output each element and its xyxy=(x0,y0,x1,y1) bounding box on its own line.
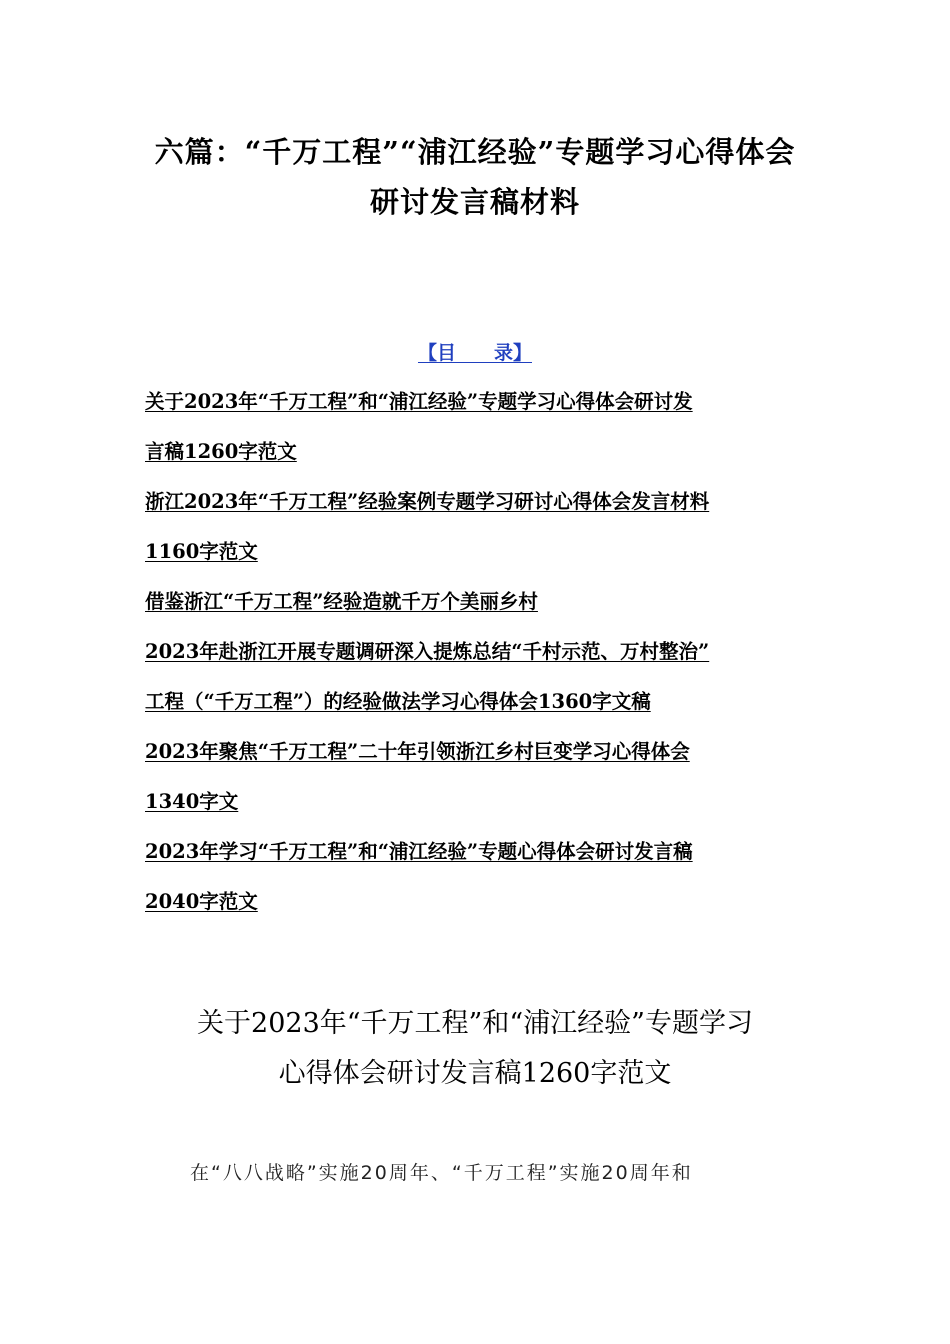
body-paragraph: 在“八八战略”实施20周年、“千万工程”实施20周年和 xyxy=(190,1162,693,1184)
toc-heading-label: 【目 录】 xyxy=(417,342,532,364)
section-title-line-2: 心得体会研讨发言稿1260字范文 xyxy=(278,1058,672,1089)
toc-link-5b[interactable]: 1340字文 xyxy=(145,790,239,813)
toc-link-2a[interactable]: 浙江2023年“千万工程”经验案例专题学习研讨心得体会发言材料 xyxy=(145,490,710,513)
toc-link-6b[interactable]: 2040字范文 xyxy=(145,890,258,913)
toc-heading[interactable] xyxy=(0,338,950,365)
toc-link-1a[interactable]: 关于2023年“千万工程”和“浦江经验”专题学习心得体会研讨发 xyxy=(145,390,693,413)
toc-link-1b[interactable]: 言稿1260字范文 xyxy=(145,440,297,463)
toc-link-5a[interactable]: 2023年聚焦“千万工程”二十年引领浙江乡村巨变学习心得体会 xyxy=(145,740,690,763)
toc-link-4b[interactable]: 工程（“千万工程”）的经验做法学习心得体会1360字文稿 xyxy=(145,690,651,713)
document-title-line-2: 研讨发言稿材料 xyxy=(369,185,580,219)
toc-link-3[interactable]: 借鉴浙江“千万工程”经验造就千万个美丽乡村 xyxy=(145,590,538,613)
document-title-line-1: 六篇：“千万工程”“浦江经验”专题学习心得体会 xyxy=(154,135,796,169)
toc-link-2b[interactable]: 1160字范文 xyxy=(145,540,258,563)
section-title-line-1: 关于2023年“千万工程”和“浦江经验”专题学习 xyxy=(197,1008,753,1039)
toc-link-6a[interactable]: 2023年学习“千万工程”和“浦江经验”专题心得体会研讨发言稿 xyxy=(145,840,693,863)
toc-link-4a[interactable]: 2023年赴浙江开展专题调研深入提炼总结“千村示范、万村整治” xyxy=(145,640,710,663)
